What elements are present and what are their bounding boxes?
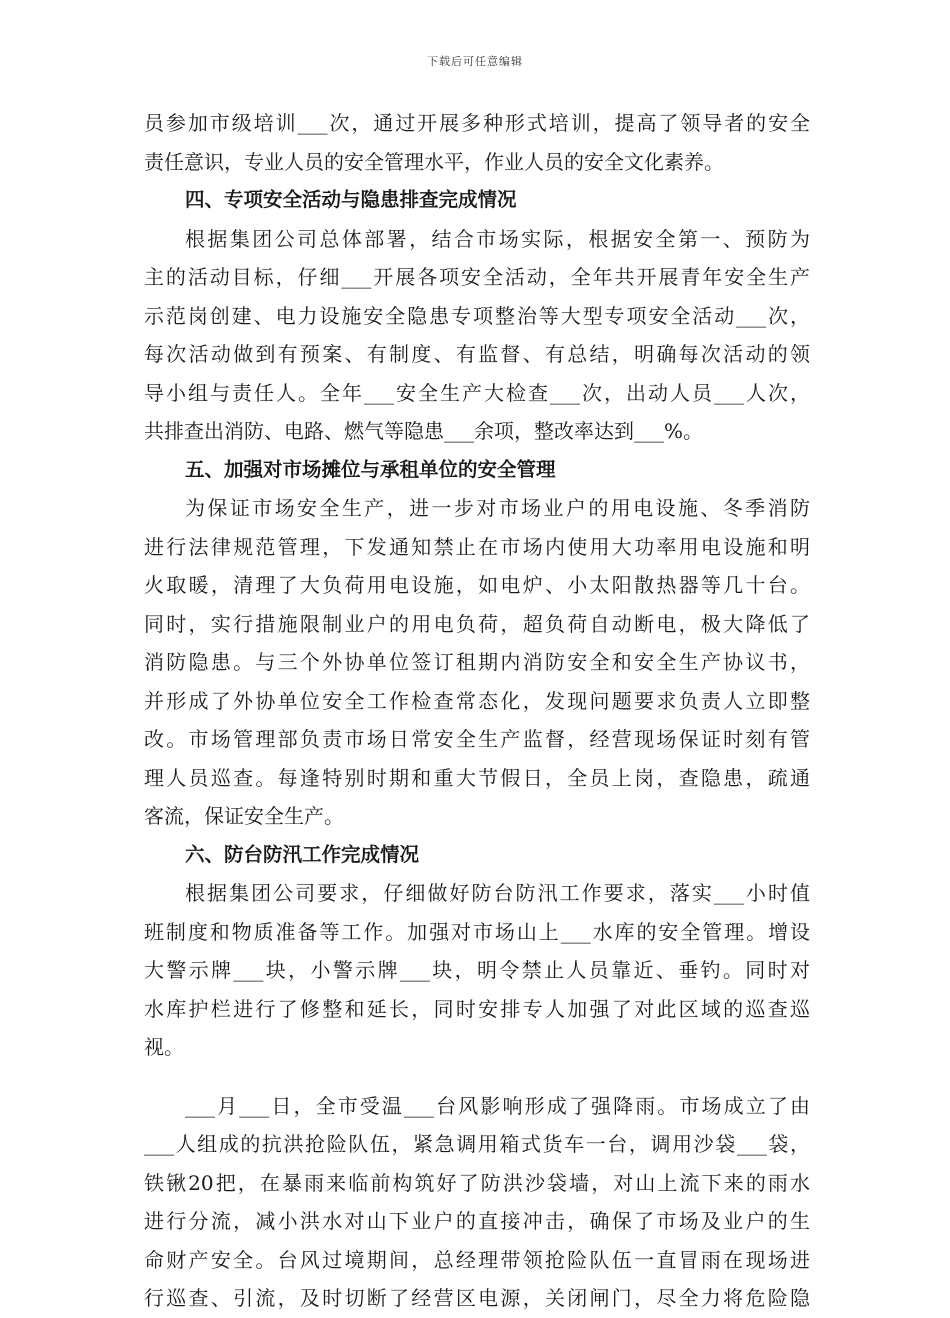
- paragraph-last-line: 视。: [144, 1035, 184, 1059]
- document-body: [144, 104, 810, 1318]
- text-line: 理人员巡查。每逢特别时期和重大节假日，全员上岗，查隐患，疏通: [144, 765, 810, 790]
- text-line: 消防隐患。与三个外协单位签订租期内消防安全和安全生产协议书，: [144, 650, 810, 674]
- section-heading: 四、专项安全活动与隐患排查完成情况: [185, 188, 517, 211]
- paragraph-first-line: 根据集团公司要求，仔细做好防台防汛工作要求，落实___小时值: [185, 881, 810, 905]
- text-line: 同时，实行措施限制业户的用电负荷，超负荷自动断电，极大降低了: [144, 611, 810, 636]
- paragraph-first-line: ___月___日，全市受温___台风影响形成了强降雨。市场成立了由: [185, 1093, 810, 1118]
- section-heading: 六、防台防汛工作完成情况: [185, 842, 420, 866]
- text-line: 每次活动做到有预案、有制度、有监督、有总结，明确每次活动的领: [144, 342, 810, 366]
- text-line: 示范岗创建、电力设施安全隐患专项整治等大型专项安全活动___次，: [144, 303, 810, 328]
- paragraph-gap: [144, 1067, 810, 1087]
- text-line: 并形成了外协单位安全工作检查常态化，发现问题要求负责人立即整: [144, 688, 810, 713]
- text-line: 进行分流，减小洪水对山下业户的直接冲击，确保了市场及业户的生: [144, 1209, 810, 1233]
- text-line: 火取暖，清理了大负荷用电设施，如电炉、小太阳散热器等几十台。: [144, 573, 810, 597]
- text-line: 班制度和物质准备等工作。加强对市场山上___水库的安全管理。增设: [144, 919, 810, 944]
- paragraph-first-line: 根据集团公司总体部署，结合市场实际，根据安全第一、预防为: [185, 226, 810, 251]
- text-line: 大警示牌___块，小警示牌___块，明令禁止人员靠近、垂钓。同时对: [144, 958, 810, 982]
- text-line: 进行法律规范管理，下发通知禁止在市场内使用大功率用电设施和明: [144, 534, 810, 559]
- paragraph-last-line: 责任意识，专业人员的安全管理水平，作业人员的安全文化素养。: [144, 149, 724, 174]
- text-line: 主的活动目标，仔细___开展各项安全活动，全年共开展青年安全生产: [144, 265, 810, 289]
- paragraph-last-line: 共排查出消防、电路、燃气等隐患___余项，整改率达到___%。: [144, 419, 704, 443]
- paragraph-first-line: 为保证市场安全生产，进一步对市场业户的用电设施、冬季消防: [185, 496, 810, 520]
- text-line: 命财产安全。台风过境期间，总经理带领抢险队伍一直冒雨在现场进: [144, 1247, 810, 1272]
- text-line: 改。市场管理部负责市场日常安全生产监督，经营现场保证时刻有管: [144, 727, 810, 751]
- text-line: 行巡查、引流，及时切断了经营区电源，关闭闸门，尽全力将危险隐: [144, 1286, 810, 1310]
- text-line: 导小组与责任人。全年___安全生产大检查___次，出动人员___人次，: [144, 380, 810, 405]
- paragraph-last-line: 客流，保证安全生产。: [144, 804, 344, 828]
- text-line: 员参加市级培训___次，通过开展多种形式培训，提高了领导者的安全: [144, 111, 810, 135]
- text-line: ___人组成的抗洪抢险队伍，紧急调用箱式货车一台，调用沙袋___袋，: [144, 1132, 810, 1156]
- page-header: 下载后可任意编辑: [427, 55, 523, 68]
- text-line: 水库护栏进行了修整和延长，同时安排专人加强了对此区域的巡查巡: [144, 996, 810, 1021]
- text-line: 铁锹20把，在暴雨来临前构筑好了防洪沙袋墙，对山上流下来的雨水: [144, 1170, 810, 1195]
- section-heading: 五、加强对市场摊位与承租单位的安全管理: [185, 457, 556, 481]
